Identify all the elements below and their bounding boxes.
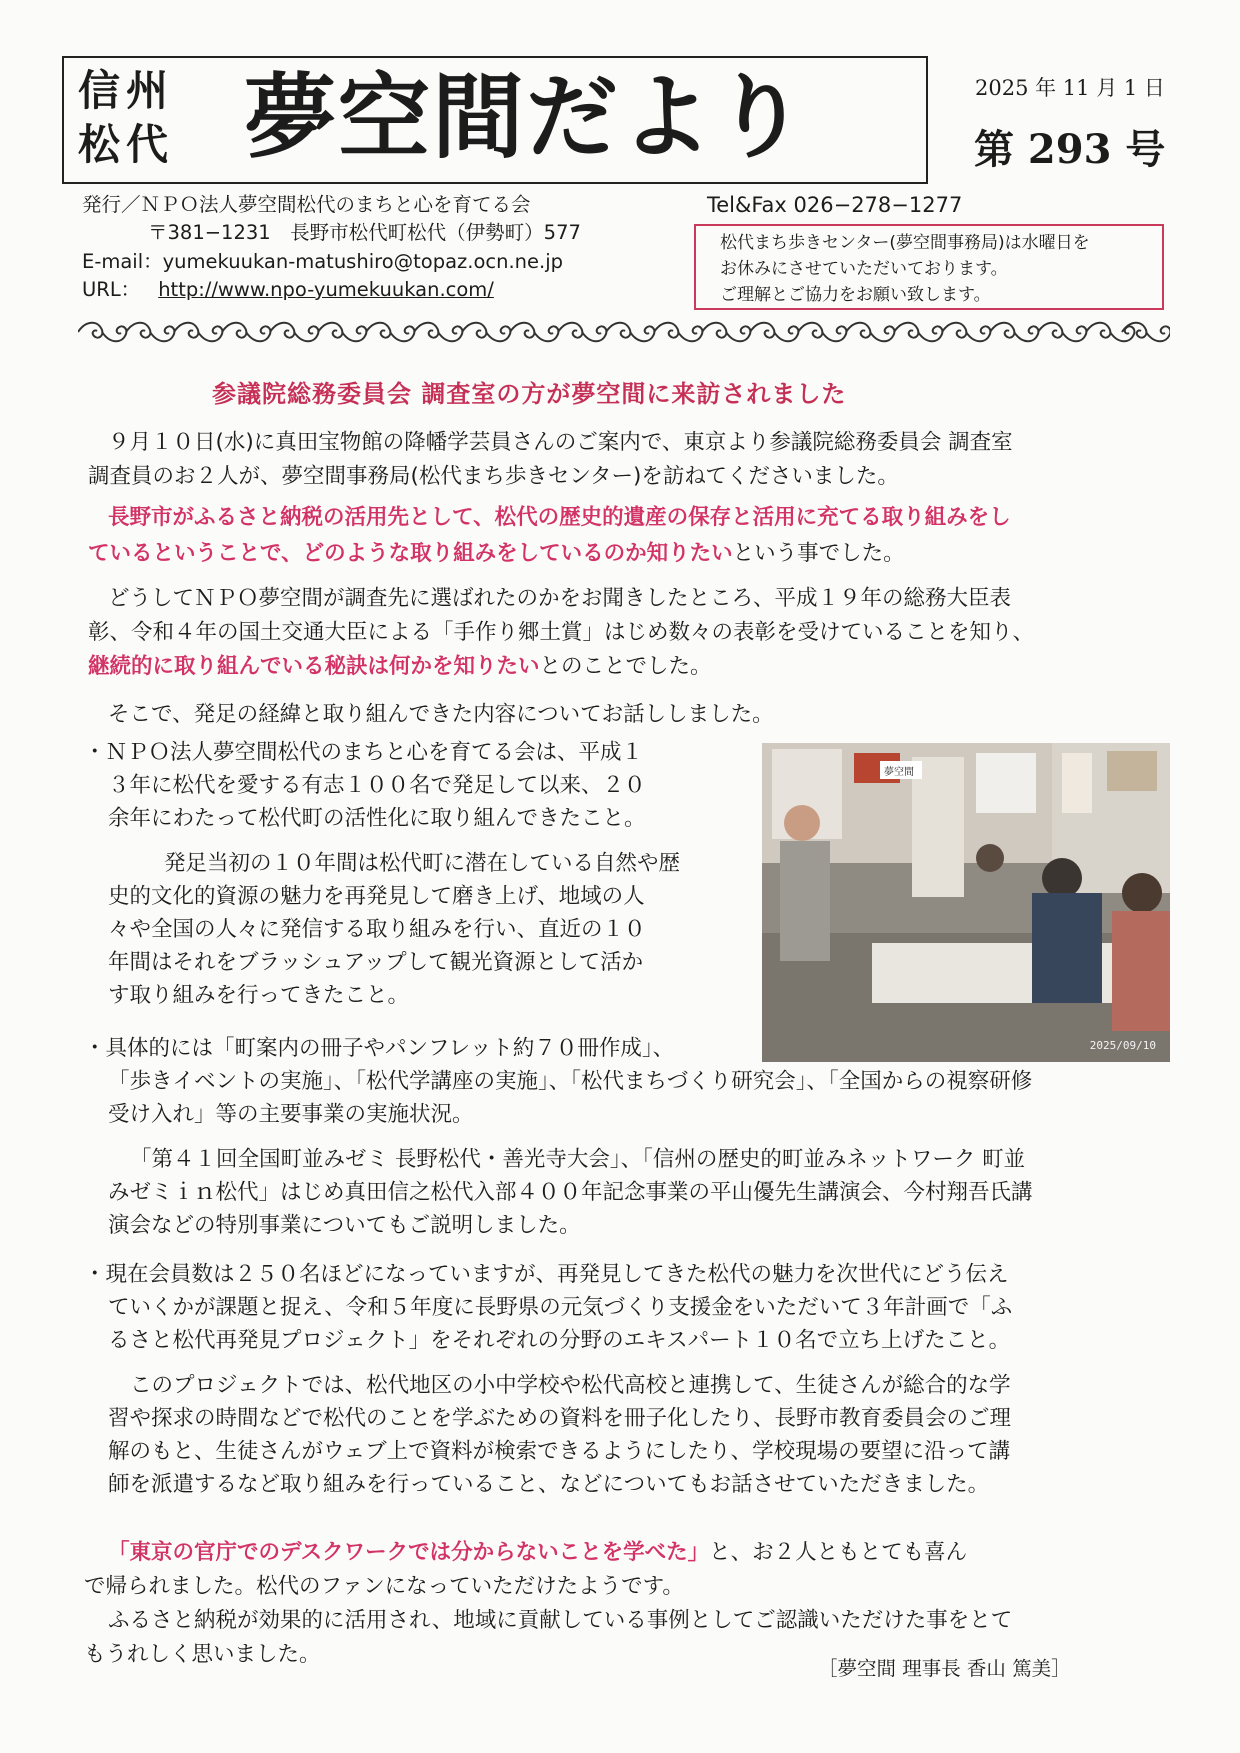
text-span: と、お２人ともとても喜ん <box>709 1540 968 1565</box>
text-line: もうれしく思いました。 <box>84 1642 321 1667</box>
bullet-line: ・ＮＰＯ法人夢空間松代のまちと心を育てる会は、平成１ <box>84 740 644 765</box>
notice-line-3: ご理解とご協力をお願い致します。 <box>720 285 991 305</box>
text-line: 年間はそれをブラッシュアップして観光資源として活か <box>108 950 644 975</box>
bullet-line: ・現在会員数は２５０名ほどになっていますが、再発見してきた松代の魅力を次世代にどう伝え <box>84 1262 1009 1287</box>
photo-sign-text: 夢空間 <box>884 767 914 778</box>
text-line <box>88 539 905 569</box>
text-line <box>88 652 712 682</box>
text-line <box>108 1538 967 1568</box>
highlight-quote: 「東京の官庁でのデスクワークでは分からないことを学べた」 <box>108 1540 710 1565</box>
publisher-name: 発行／ＮＰＯ法人夢空間松代のまちと心を育てる会 <box>82 193 531 216</box>
region-name <box>78 64 178 172</box>
notice-line-2: お休みにさせていただいております。 <box>720 259 1008 279</box>
text-line: るさと松代再発見プロジェクト」をそれぞれの分野のエキスパート１０名で立ち上げたこと。 <box>108 1328 1011 1353</box>
text-line: す取り組みを行ってきたこと。 <box>108 983 410 1008</box>
text-line: 「第４１回全国町並みゼミ 長野松代・善光寺大会」、「信州の歴史的町並みネットワーク 町並 <box>130 1147 1026 1172</box>
text-line: 史的文化的資源の魅力を再発見して磨き上げ、地域の人 <box>108 884 645 909</box>
photo-timestamp: 2025/09/10 <box>1089 1039 1156 1052</box>
meeting-photo <box>762 743 1170 1062</box>
text-line: どうしてＮＰＯ夢空間が調査先に選ばれたのかをお聞きしたところ、平成１９年の総務大臣表 <box>108 586 1012 611</box>
bullet-line: ・具体的には「町案内の冊子やパンフレット約７０冊作成」、 <box>84 1036 675 1061</box>
text-line: で帰られました。松代のファンになっていただけたようです。 <box>84 1574 684 1599</box>
newsletter-title: 夢空間だより <box>244 64 809 171</box>
region-line-1: 信州 <box>78 66 175 115</box>
text-line: 習や探求の時間などで松代のことを学ぶための資料を冊子化したり、長野市教育委員会のご理 <box>108 1406 1012 1431</box>
highlight-text: 継続的に取り組んでいる秘訣は何かを知りたい <box>88 654 540 679</box>
text-line: 演会などの特別事業についてもご説明しました。 <box>108 1213 581 1238</box>
text-line: 彰、令和４年の国土交通大臣による「手作り郷土賞」はじめ数々の表彰を受けていることを知り、 <box>88 620 1035 645</box>
text-line: ていくかが課題と捉え、令和５年度に長野県の元気づくり支援金をいただいて３年計画で「ふ <box>108 1295 1013 1320</box>
notice-line-1: 松代まち歩きセンター(夢空間事務局)は水曜日を <box>720 233 1090 253</box>
text-line: 余年にわたって松代町の活性化に取り組んできたこと。 <box>108 806 646 831</box>
closure-notice <box>694 224 1164 310</box>
tel-fax: Tel&Fax 026−278−1277 <box>707 193 963 217</box>
text-line: そこで、発足の経緯と取り組んできた内容についてお話ししました。 <box>108 702 774 727</box>
text-line: 発足当初の１０年間は松代町に潜在している自然や歴 <box>164 851 681 876</box>
text-line: みゼミｉｎ松代」はじめ真田信之松代入部４００年記念事業の平山優先生講演会、今村翔吾氏講 <box>108 1180 1033 1205</box>
masthead <box>62 56 928 184</box>
region-line-2: 松代 <box>78 120 175 169</box>
website-link[interactable]: http://www.npo-yumekuukan.com/ <box>158 278 494 301</box>
article-headline: 参議院総務委員会 調査室の方が夢空間に来訪されました <box>212 380 847 408</box>
highlight-line: 長野市がふるさと納税の活用先として、松代の歴史的遺産の保存と活用に充てる取り組みをし <box>108 505 1011 530</box>
text-line: 「歩きイベントの実施」、「松代学講座の実施」、「松代まちづくり研究会」、「全国からの視察研修 <box>108 1069 1033 1094</box>
text-line: 々や全国の人々に発信する取り組みを行い、直近の１０ <box>108 917 646 942</box>
text-line: 受け入れ」等の主要事業の実施状況。 <box>108 1102 474 1127</box>
text-line: このプロジェクトでは、松代地区の小中学校や松代高校と連携して、生徒さんが総合的な学 <box>130 1373 1011 1398</box>
publisher-email: E-mail：yumekuukan-matushiro@topaz.ocn.ne.jp <box>82 250 564 273</box>
publisher-url-row <box>82 277 494 303</box>
text-span: とのことでした。 <box>539 654 712 679</box>
url-label: URL： <box>82 278 141 301</box>
issue-number: 第 293 号 <box>974 126 1166 173</box>
issue-date: 2025 年 11 月 1 日 <box>975 76 1165 100</box>
photo-illustration <box>762 743 1170 1062</box>
text-line: 調査員のお２人が、夢空間事務局(松代まち歩きセンター)を訪ねてくださいました。 <box>88 464 899 489</box>
signature: ［夢空間 理事長 香山 篤美］ <box>818 1657 1071 1680</box>
text-span: という事でした。 <box>732 541 905 566</box>
publisher-address: 〒381−1231 長野市松代町松代（伊勢町）577 <box>148 221 581 244</box>
ornamental-divider <box>78 318 1170 346</box>
highlight-text: ているということで、どのような取り組みをしているのか知りたい <box>88 541 733 566</box>
text-line: ９月１０日(水)に真田宝物館の降幡学芸員さんのご案内で、東京より参議院総務委員会 調査室 <box>108 430 1013 455</box>
text-line: 師を派遣するなど取り組みを行っていること、などについてもお話させていただきました。 <box>108 1472 990 1497</box>
text-line: ３年に松代を愛する有志１００名で発足して以来、２０ <box>108 773 646 798</box>
text-line: ふるさと納税が効果的に活用され、地域に貢献している事例としてご認識いただけた事をとて <box>108 1608 1013 1633</box>
text-line: 解のもと、生徒さんがウェブ上で資料が検索できるようにしたり、学校現場の要望に沿って講 <box>108 1439 1011 1464</box>
